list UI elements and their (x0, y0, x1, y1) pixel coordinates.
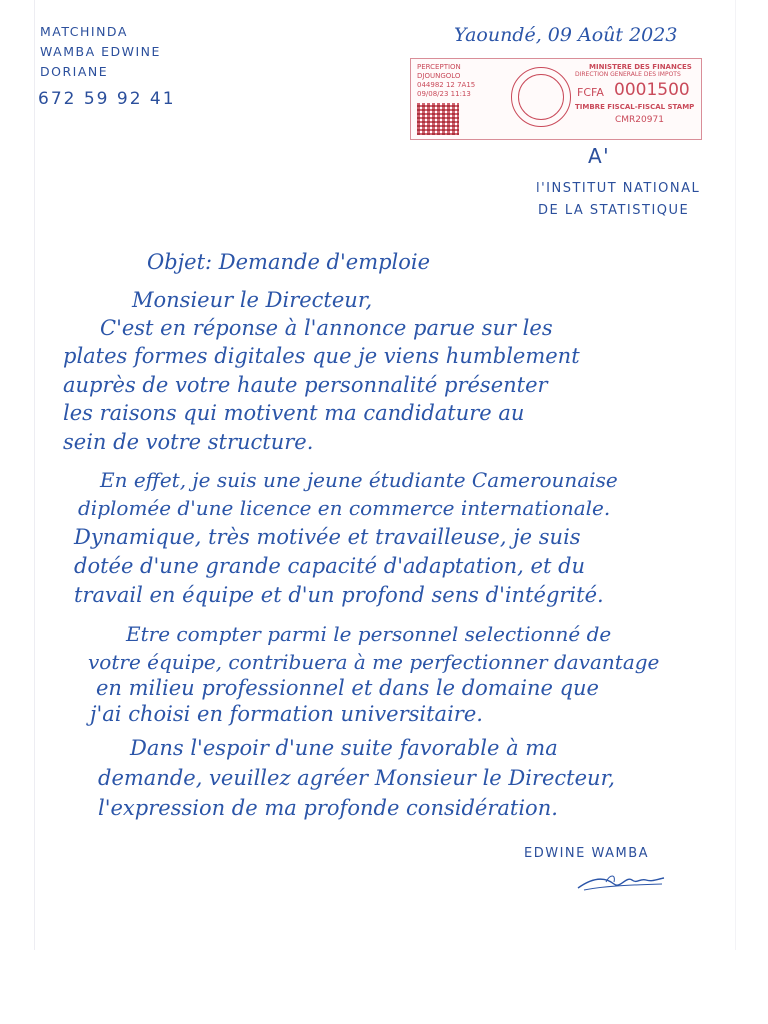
fiscal-stamp (410, 58, 702, 140)
text-line: C'est en réponse à l'annonce parue sur les (100, 316, 553, 340)
text-line: l'expression de ma profonde considération. (98, 796, 558, 820)
text-line: j'ai choisi en formation universitaire. (90, 702, 483, 726)
recipient-line1: l'INSTITUT NATIONAL (536, 181, 701, 196)
stamp-amount: 0001500 (614, 80, 690, 100)
text-line: les raisons qui motivent ma candidature au (63, 401, 525, 425)
text-line: en milieu professionnel et dans le domaine que (96, 676, 599, 700)
handwritten-signature (574, 868, 666, 898)
text-line: sein de votre structure. (63, 430, 314, 454)
sender-name-line3: DORIANE (40, 64, 109, 79)
stamp-qr-code (417, 103, 459, 135)
sender-name-line1: MATCHINDA (40, 24, 128, 39)
stamp-datetime: 09/08/23 11:13 (417, 90, 471, 98)
stamp-office: DJOUNGOLO (417, 72, 461, 80)
stamp-perception: PERCEPTION (417, 63, 461, 71)
stamp-code: CMR20971 (615, 115, 664, 125)
text-line: dotée d'une grande capacité d'adaptation, et du (74, 554, 586, 578)
stamp-seal-icon (511, 67, 571, 127)
letter-subject: Objet: Demande d'emploie (147, 250, 431, 274)
recipient-to: A' (588, 144, 611, 168)
stamp-label: TIMBRE FISCAL-FISCAL STAMP (575, 103, 695, 111)
text-line: travail en équipe et d'un profond sens d'intégrité. (74, 583, 604, 607)
text-line: plates formes digitales que je viens humblement (63, 344, 580, 368)
letter-salutation: Monsieur le Directeur, (132, 288, 373, 312)
text-line: demande, veuillez agréer Monsieur le Directeur, (98, 766, 615, 790)
signature-name: EDWINE WAMBA (524, 846, 650, 861)
text-line: En effet, je suis une jeune étudiante Camerounaise (100, 468, 618, 492)
sender-name-line2: WAMBA EDWINE (40, 44, 161, 59)
letter-date: Yaoundé, 09 Août 2023 (454, 24, 678, 46)
text-line: diplomée d'une licence en commerce internationale. (78, 496, 611, 520)
stamp-currency: FCFA (577, 86, 604, 99)
text-line: auprès de votre haute personnalité présenter (63, 373, 548, 397)
stamp-direction: DIRECTION GENERALE DES IMPOTS (575, 71, 681, 78)
sender-phone: 672 59 92 41 (38, 89, 176, 109)
stamp-ref: 044982 12 7A15 (417, 81, 476, 89)
text-line: Dans l'espoir d'une suite favorable à ma (130, 736, 558, 760)
text-line: votre équipe, contribuera à me perfectionner davantage (88, 650, 660, 674)
text-line: Dynamique, très motivée et travailleuse, je suis (74, 525, 581, 549)
text-line: Etre compter parmi le personnel selectionné de (126, 622, 612, 646)
stamp-ministry: MINISTERE DES FINANCES (589, 63, 692, 71)
recipient-line2: DE LA STATISTIQUE (538, 203, 690, 218)
